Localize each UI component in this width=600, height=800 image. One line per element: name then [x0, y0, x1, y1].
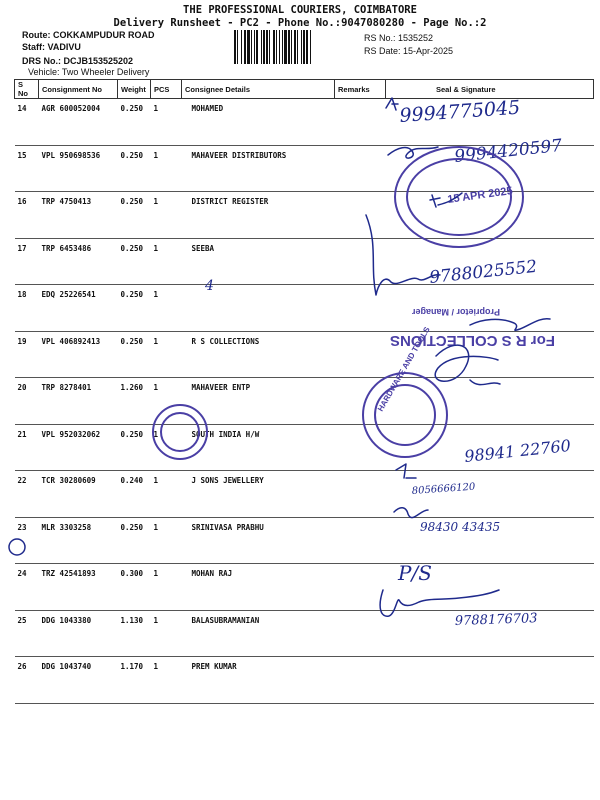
cell-sno: 21	[15, 424, 39, 471]
cell-consignee: SRINIVASA PRABHU	[182, 517, 335, 564]
cell-consignee: DISTRICT REGISTER	[182, 192, 335, 239]
col-weight: Weight	[118, 80, 151, 99]
cell-pcs: 1	[151, 145, 182, 192]
cell-weight: 0.250	[118, 192, 151, 239]
cell-consignment: TCR 30280609	[39, 471, 118, 518]
cell-pcs: 1	[151, 331, 182, 378]
cell-consignee: MAHAVEER ENTP	[182, 378, 335, 425]
cell-pcs: 1	[151, 517, 182, 564]
cell-consignment: VPL 950698536	[39, 145, 118, 192]
cell-sno: 25	[15, 610, 39, 657]
cell-weight: 0.250	[118, 285, 151, 332]
signature-row-26	[380, 590, 538, 629]
cell-sno: 22	[15, 471, 39, 518]
row-25-circle	[9, 539, 25, 555]
cell-consignee: SOUTH INDIA H/W	[182, 424, 335, 471]
cell-pcs: 1	[151, 192, 182, 239]
cell-consignment: AGR 600052004	[39, 99, 118, 146]
cell-weight: 1.260	[118, 378, 151, 425]
svg-text:For R S COLLECTIONS: For R S COLLECTIONS	[390, 332, 555, 349]
route-label: Route: COKKAMPUDUR ROAD	[22, 30, 155, 40]
svg-text:98430 43435: 98430 43435	[420, 520, 501, 534]
cell-consignment: EDQ 25226541	[39, 285, 118, 332]
cell-weight: 1.130	[118, 610, 151, 657]
cell-consignee: MAHAVEER DISTRIBUTORS	[182, 145, 335, 192]
col-remarks: Remarks	[335, 80, 386, 99]
cell-consignee: PREM KUMAR	[182, 657, 335, 704]
cell-consignment: TRP 4750413	[39, 192, 118, 239]
signature-row-24	[394, 508, 500, 534]
svg-text:P/S: P/S	[398, 561, 432, 585]
signature-row-25	[397, 561, 432, 585]
cell-consignee: SEEBA	[182, 238, 335, 285]
runsheet-subtitle: Delivery Runsheet - PC2 - Phone No.:9047080280 - Page No.:2	[113, 17, 487, 29]
cell-pcs: 1	[151, 610, 182, 657]
company-title: THE PROFESSIONAL COURIERS, COIMBATORE	[183, 4, 417, 16]
cell-pcs: 1	[151, 238, 182, 285]
vehicle-label: Vehicle: Two Wheeler Delivery	[28, 67, 150, 77]
svg-text:HARDWARE AND TOOLS: HARDWARE AND TOOLS	[375, 325, 432, 413]
cell-sno: 14	[15, 99, 39, 146]
cell-weight: 1.170	[118, 657, 151, 704]
signature-row-23	[396, 436, 572, 497]
signature-row-17	[204, 215, 538, 295]
svg-text:8056666120: 8056666120	[411, 481, 476, 497]
col-pcs: PCS	[151, 80, 182, 99]
svg-text:15 APR 2025: 15 APR 2025	[446, 184, 514, 206]
cell-consignee: BALASUBRAMANIAN	[182, 610, 335, 657]
cell-sno: 24	[15, 564, 39, 611]
cell-weight: 0.300	[118, 564, 151, 611]
cell-consignment: MLR 3303258	[39, 517, 118, 564]
cell-consignee: MOHAN RAJ	[182, 564, 335, 611]
cell-weight: 0.250	[118, 99, 151, 146]
svg-text:9788025552: 9788025552	[428, 256, 539, 288]
cell-consignment: DDG 1043380	[39, 610, 118, 657]
cell-pcs: 1	[151, 471, 182, 518]
svg-text:4: 4	[205, 278, 214, 294]
cell-pcs: 1	[151, 424, 182, 471]
cell-weight: 0.250	[118, 238, 151, 285]
cell-consignment: TRZ 42541893	[39, 564, 118, 611]
cell-pcs: 1	[151, 657, 182, 704]
cell-weight: 0.250	[118, 424, 151, 471]
rs-date: RS Date: 15-Apr-2025	[364, 46, 454, 56]
svg-text:Proprietor / Manager: Proprietor / Manager	[411, 307, 500, 317]
cell-sno: 17	[15, 238, 39, 285]
cell-consignee: R S COLLECTIONS	[182, 331, 335, 378]
cell-consignee: J SONS JEWELLERY	[182, 471, 335, 518]
cell-consignment: TRP 8278401	[39, 378, 118, 425]
jewellery-stamp	[153, 405, 207, 459]
cell-sno: 19	[15, 331, 39, 378]
cell-sno: 23	[15, 517, 39, 564]
col-consignee: Consignee Details	[182, 80, 335, 99]
signature-row-20	[435, 345, 500, 385]
cell-sno: 16	[15, 192, 39, 239]
cell-consignee: MOHAMED	[182, 99, 335, 146]
cell-weight: 0.250	[118, 145, 151, 192]
cell-consignment: VPL 952032062	[39, 424, 118, 471]
signature-row-14	[386, 97, 521, 127]
cell-sno: 18	[15, 285, 39, 332]
cell-sno: 15	[15, 145, 39, 192]
col-sno: S No	[15, 80, 39, 99]
cell-pcs: 1	[151, 99, 182, 146]
cell-sno: 26	[15, 657, 39, 704]
cell-pcs: 1	[151, 285, 182, 332]
cell-consignment: VPL 406892413	[39, 331, 118, 378]
col-consignment: Consignment No	[39, 80, 118, 99]
svg-text:9994775045: 9994775045	[398, 96, 521, 127]
cell-weight: 0.250	[118, 331, 151, 378]
cell-pcs: 1	[151, 378, 182, 425]
svg-text:9788176703: 9788176703	[454, 611, 538, 629]
drs-number: DRS No.: DCJB153525202	[22, 56, 134, 66]
cell-pcs: 1	[151, 564, 182, 611]
cell-consignment: TRP 6453486	[39, 238, 118, 285]
svg-text:9994420597: 9994420597	[453, 135, 564, 167]
svg-text:98941 22760: 98941 22760	[463, 435, 572, 466]
cell-weight: 0.250	[118, 517, 151, 564]
col-seal-signature: Seal & Signature	[386, 80, 594, 99]
cell-consignment: DDG 1043740	[39, 657, 118, 704]
rs-number: RS No.: 1535252	[364, 33, 434, 43]
cell-sno: 20	[15, 378, 39, 425]
cell-weight: 0.240	[118, 471, 151, 518]
staff-label: Staff: VADIVU	[22, 42, 81, 52]
